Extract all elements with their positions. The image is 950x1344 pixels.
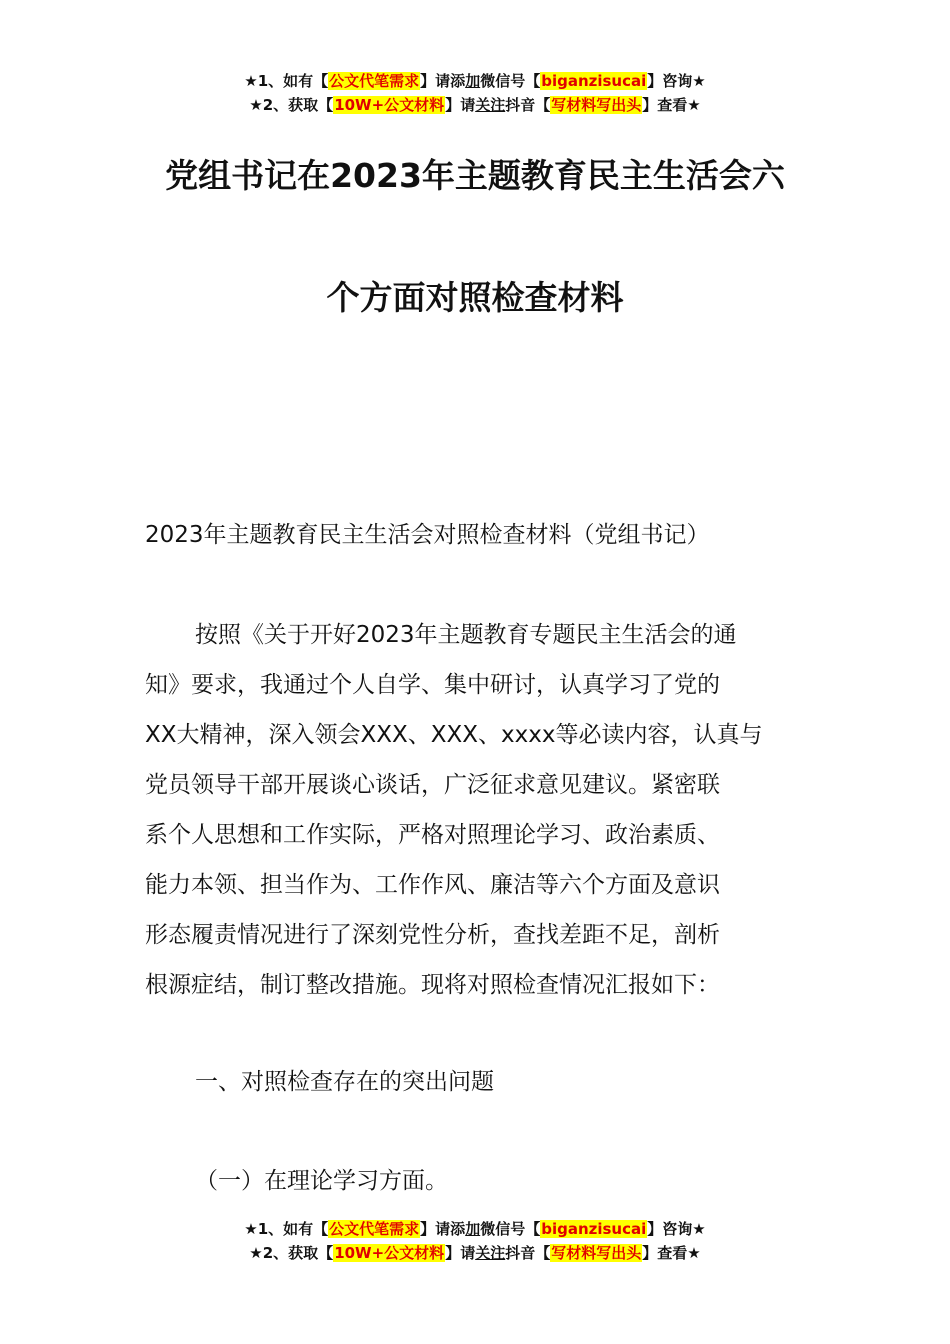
banner-highlight: biganzisucai xyxy=(541,72,647,90)
section-heading: 一、对照检查存在的突出问题 xyxy=(195,1069,494,1095)
banner-text: 】请添 xyxy=(420,1220,466,1238)
paragraph-line: 形态履责情况进行了深刻党性分析，查找差距不足，剖析 xyxy=(145,922,720,948)
paragraph-line: 党员领导干部开展谈心谈话，广泛征求意见建议。紧密联 xyxy=(145,772,720,798)
banner-underlined-text: 关注 xyxy=(475,1244,506,1262)
body-paragraph xyxy=(145,610,807,1010)
banner-line-2 xyxy=(0,93,950,117)
banner-text: 】咨询★ xyxy=(647,72,706,90)
banner-text: ★1、如有【 xyxy=(244,72,329,90)
banner-text: ★1、如有【 xyxy=(244,1220,329,1238)
document-subtitle: 2023年主题教育民主生活会对照检查材料（党组书记） xyxy=(145,522,710,548)
banner-highlight: 写材料写出头 xyxy=(551,1244,642,1262)
banner-underlined-text: 加 xyxy=(465,72,481,90)
banner-underlined-text: 加 xyxy=(465,1220,481,1238)
banner-text: 抖音【 xyxy=(505,96,551,114)
banner-text: 微信号【 xyxy=(480,72,541,90)
banner-text: 】查看★ xyxy=(642,96,701,114)
sub-heading: （一）在理论学习方面。 xyxy=(195,1168,448,1194)
banner-line-1 xyxy=(0,1217,950,1241)
document-title-line-1: 党组书记在2023年主题教育民主生活会六 xyxy=(165,156,785,195)
banner-underlined-text: 关注 xyxy=(475,96,506,114)
banner-text: 】查看★ xyxy=(642,1244,701,1262)
paragraph-line: 系个人思想和工作实际，严格对照理论学习、政治素质、 xyxy=(145,822,720,848)
banner-line-1 xyxy=(0,69,950,93)
banner-highlight: 写材料写出头 xyxy=(551,96,642,114)
document-title-line-2: 个方面对照检查材料 xyxy=(326,278,624,317)
banner-text: 】请 xyxy=(445,1244,476,1262)
banner-text: 】咨询★ xyxy=(647,1220,706,1238)
paragraph-line: 按照《关于开好2023年主题教育专题民主生活会的通 xyxy=(195,622,737,648)
paragraph-line: 能力本领、担当作为、工作作风、廉洁等六个方面及意识 xyxy=(145,872,720,898)
footer-banner xyxy=(0,1217,950,1265)
banner-line-2 xyxy=(0,1241,950,1265)
banner-highlight: 10W+公文材料 xyxy=(334,96,445,114)
paragraph-line: 知》要求，我通过个人自学、集中研讨，认真学习了党的 xyxy=(145,672,720,698)
banner-highlight: 公文代笔需求 xyxy=(329,1220,420,1238)
banner-text: 】请 xyxy=(445,96,476,114)
paragraph-line: 根源症结，制订整改措施。现将对照检查情况汇报如下： xyxy=(145,972,720,998)
paragraph-line: XX大精神，深入领会XXX、XXX、xxxx等必读内容，认真与 xyxy=(145,722,763,748)
banner-highlight: 公文代笔需求 xyxy=(329,72,420,90)
banner-text: 微信号【 xyxy=(480,1220,541,1238)
header-banner xyxy=(0,69,950,117)
banner-text: 】请添 xyxy=(420,72,466,90)
banner-text: ★2、获取【 xyxy=(249,96,334,114)
banner-text: ★2、获取【 xyxy=(249,1244,334,1262)
banner-highlight: biganzisucai xyxy=(541,1220,647,1238)
banner-highlight: 10W+公文材料 xyxy=(334,1244,445,1262)
banner-text: 抖音【 xyxy=(505,1244,551,1262)
